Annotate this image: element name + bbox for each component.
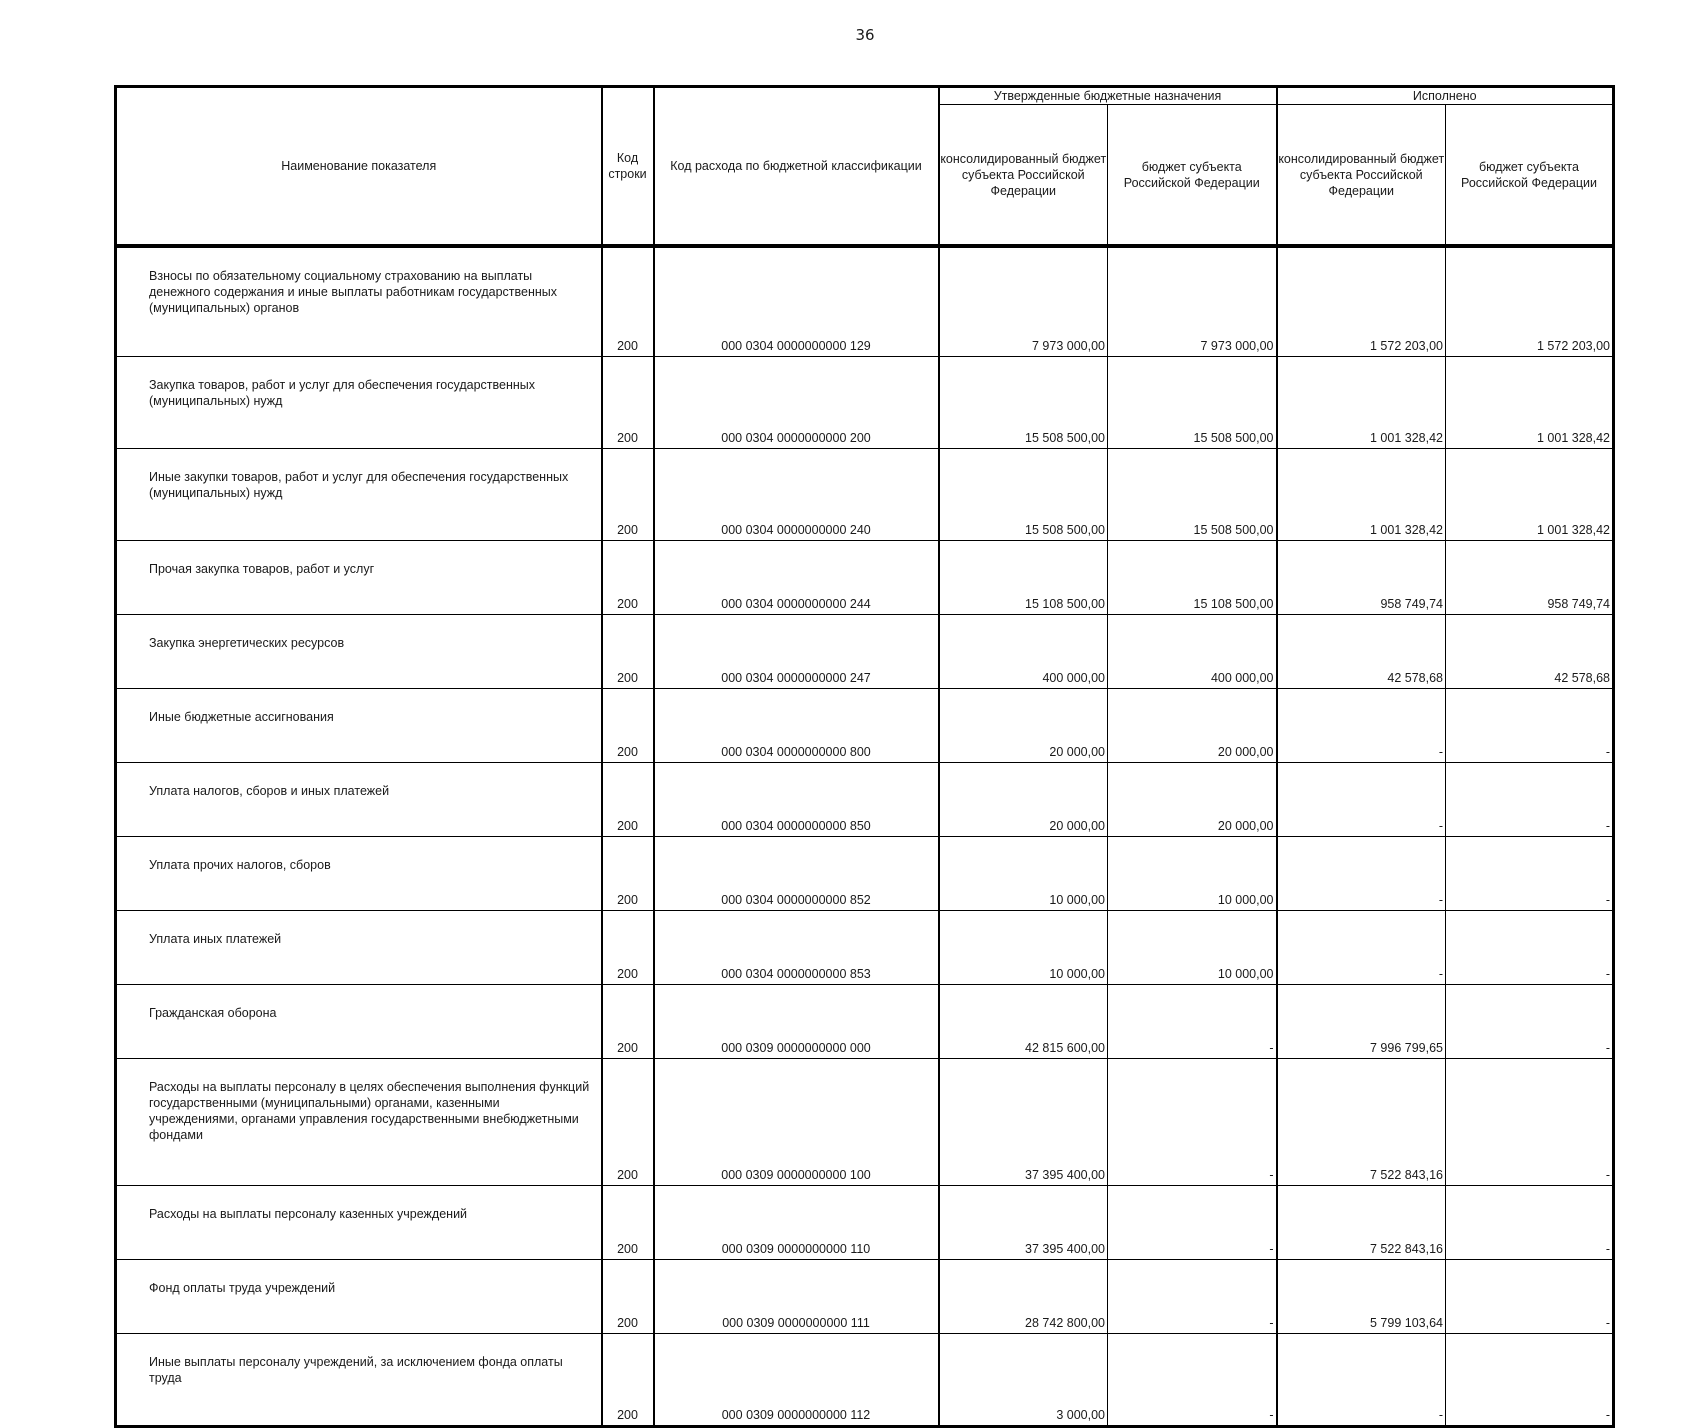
row-kbk: 000 0304 0000000000 247	[654, 615, 939, 689]
row-kbk: 000 0304 0000000000 244	[654, 541, 939, 615]
row-kbk: 000 0309 0000000000 100	[654, 1059, 939, 1186]
row-code: 200	[602, 985, 654, 1059]
row-approved-consolidated: 15 508 500,00	[939, 449, 1108, 541]
row-name: Взносы по обязательному социальному страхованию на выплаты денежного содержания и иные выплаты работникам государственных (муниципальных) органов	[116, 248, 602, 357]
row-executed-subject: 958 749,74	[1446, 541, 1614, 615]
row-code: 200	[602, 1260, 654, 1334]
row-approved-consolidated: 15 108 500,00	[939, 541, 1108, 615]
row-code: 200	[602, 911, 654, 985]
row-kbk: 000 0304 0000000000 200	[654, 357, 939, 449]
row-approved-consolidated: 10 000,00	[939, 837, 1108, 911]
row-approved-subject: -	[1108, 1186, 1277, 1260]
row-approved-consolidated: 20 000,00	[939, 763, 1108, 837]
row-kbk: 000 0304 0000000000 129	[654, 248, 939, 357]
row-executed-consolidated: -	[1277, 911, 1446, 985]
row-code: 200	[602, 1334, 654, 1427]
header-code: Код строки	[602, 87, 654, 246]
row-approved-subject: 20 000,00	[1108, 763, 1277, 837]
row-code: 200	[602, 449, 654, 541]
row-code: 200	[602, 763, 654, 837]
header-approved: Утвержденные бюджетные назначения	[939, 87, 1277, 105]
row-code: 200	[602, 689, 654, 763]
table-row	[116, 763, 1614, 837]
row-executed-subject: -	[1446, 837, 1614, 911]
table-row	[116, 911, 1614, 985]
row-executed-subject: 42 578,68	[1446, 615, 1614, 689]
row-approved-subject: 15 508 500,00	[1108, 449, 1277, 541]
row-executed-subject: -	[1446, 1334, 1614, 1427]
row-kbk: 000 0304 0000000000 240	[654, 449, 939, 541]
table-row	[116, 357, 1614, 449]
row-executed-subject: -	[1446, 985, 1614, 1059]
row-executed-consolidated: 1 001 328,42	[1277, 357, 1446, 449]
row-kbk: 000 0309 0000000000 111	[654, 1260, 939, 1334]
row-approved-consolidated: 20 000,00	[939, 689, 1108, 763]
row-approved-subject: 15 108 500,00	[1108, 541, 1277, 615]
row-executed-consolidated: 958 749,74	[1277, 541, 1446, 615]
row-approved-consolidated: 400 000,00	[939, 615, 1108, 689]
row-approved-consolidated: 7 973 000,00	[939, 248, 1108, 357]
row-executed-subject: -	[1446, 911, 1614, 985]
row-name: Закупка энергетических ресурсов	[116, 615, 602, 689]
table-row	[116, 615, 1614, 689]
header-executed-consolidated: консолидированный бюджет субъекта Российской Федерации	[1277, 105, 1446, 246]
row-executed-consolidated: -	[1277, 837, 1446, 911]
table-row	[116, 1186, 1614, 1260]
row-executed-consolidated: -	[1277, 763, 1446, 837]
row-kbk: 000 0309 0000000000 112	[654, 1334, 939, 1427]
row-approved-consolidated: 37 395 400,00	[939, 1059, 1108, 1186]
row-approved-subject: -	[1108, 1260, 1277, 1334]
row-code: 200	[602, 837, 654, 911]
row-name: Расходы на выплаты персоналу в целях обеспечения выполнения функций государственными (муниципальными) органами, казенными учреждениями, органами управления государственными внебюджетными фондами	[116, 1059, 602, 1186]
row-kbk: 000 0304 0000000000 850	[654, 763, 939, 837]
row-executed-subject: 1 572 203,00	[1446, 248, 1614, 357]
table-row	[116, 248, 1614, 357]
row-executed-consolidated: 42 578,68	[1277, 615, 1446, 689]
row-executed-consolidated: 7 522 843,16	[1277, 1186, 1446, 1260]
row-code: 200	[602, 357, 654, 449]
row-approved-subject: 400 000,00	[1108, 615, 1277, 689]
row-code: 200	[602, 615, 654, 689]
row-approved-consolidated: 37 395 400,00	[939, 1186, 1108, 1260]
row-executed-consolidated: 7 522 843,16	[1277, 1059, 1446, 1186]
page-number: 36	[855, 26, 875, 44]
row-kbk: 000 0309 0000000000 000	[654, 985, 939, 1059]
row-executed-subject: -	[1446, 1260, 1614, 1334]
row-executed-consolidated: -	[1277, 689, 1446, 763]
row-executed-consolidated: 5 799 103,64	[1277, 1260, 1446, 1334]
row-name: Уплата прочих налогов, сборов	[116, 837, 602, 911]
row-approved-subject: -	[1108, 985, 1277, 1059]
row-name: Иные выплаты персоналу учреждений, за исключением фонда оплаты труда	[116, 1334, 602, 1427]
row-approved-subject: 15 508 500,00	[1108, 357, 1277, 449]
row-name: Иные закупки товаров, работ и услуг для обеспечения государственных (муниципальных) нужд	[116, 449, 602, 541]
budget-execution-table	[114, 85, 1615, 1428]
row-approved-subject: 10 000,00	[1108, 911, 1277, 985]
row-approved-consolidated: 42 815 600,00	[939, 985, 1108, 1059]
row-approved-subject: 20 000,00	[1108, 689, 1277, 763]
row-name: Иные бюджетные ассигнования	[116, 689, 602, 763]
row-code: 200	[602, 1186, 654, 1260]
row-executed-subject: 1 001 328,42	[1446, 357, 1614, 449]
row-name: Расходы на выплаты персоналу казенных учреждений	[116, 1186, 602, 1260]
row-code: 200	[602, 1059, 654, 1186]
row-code: 200	[602, 541, 654, 615]
row-name: Гражданская оборона	[116, 985, 602, 1059]
header-kbk: Код расхода по бюджетной классификации	[654, 87, 939, 246]
table-row	[116, 541, 1614, 615]
row-executed-consolidated: 1 001 328,42	[1277, 449, 1446, 541]
table-row	[116, 985, 1614, 1059]
header-group-row	[116, 87, 1614, 105]
row-approved-consolidated: 28 742 800,00	[939, 1260, 1108, 1334]
row-name: Закупка товаров, работ и услуг для обеспечения государственных (муниципальных) нужд	[116, 357, 602, 449]
row-executed-subject: 1 001 328,42	[1446, 449, 1614, 541]
row-approved-consolidated: 15 508 500,00	[939, 357, 1108, 449]
row-kbk: 000 0304 0000000000 853	[654, 911, 939, 985]
row-executed-consolidated: 7 996 799,65	[1277, 985, 1446, 1059]
table-row	[116, 837, 1614, 911]
row-kbk: 000 0304 0000000000 852	[654, 837, 939, 911]
row-name: Уплата налогов, сборов и иных платежей	[116, 763, 602, 837]
table-row	[116, 449, 1614, 541]
header-executed: Исполнено	[1277, 87, 1614, 105]
header-approved-consolidated: консолидированный бюджет субъекта Российской Федерации	[939, 105, 1108, 246]
header-name: Наименование показателя	[116, 87, 602, 246]
row-kbk: 000 0309 0000000000 110	[654, 1186, 939, 1260]
table-row	[116, 1059, 1614, 1186]
row-executed-subject: -	[1446, 689, 1614, 763]
row-approved-consolidated: 10 000,00	[939, 911, 1108, 985]
row-approved-subject: 7 973 000,00	[1108, 248, 1277, 357]
row-executed-subject: -	[1446, 1059, 1614, 1186]
header-executed-subject: бюджет субъекта Российской Федерации	[1446, 105, 1614, 246]
row-code: 200	[602, 248, 654, 357]
row-executed-subject: -	[1446, 1186, 1614, 1260]
header-approved-subject: бюджет субъекта Российской Федерации	[1108, 105, 1277, 246]
table-row	[116, 689, 1614, 763]
row-approved-subject: 10 000,00	[1108, 837, 1277, 911]
row-approved-consolidated: 3 000,00	[939, 1334, 1108, 1427]
row-name: Прочая закупка товаров, работ и услуг	[116, 541, 602, 615]
row-approved-subject: -	[1108, 1059, 1277, 1186]
row-name: Уплата иных платежей	[116, 911, 602, 985]
row-kbk: 000 0304 0000000000 800	[654, 689, 939, 763]
row-approved-subject: -	[1108, 1334, 1277, 1427]
table-row	[116, 1260, 1614, 1334]
row-name: Фонд оплаты труда учреждений	[116, 1260, 602, 1334]
row-executed-consolidated: 1 572 203,00	[1277, 248, 1446, 357]
table-row	[116, 1334, 1614, 1427]
row-executed-subject: -	[1446, 763, 1614, 837]
row-executed-consolidated: -	[1277, 1334, 1446, 1427]
